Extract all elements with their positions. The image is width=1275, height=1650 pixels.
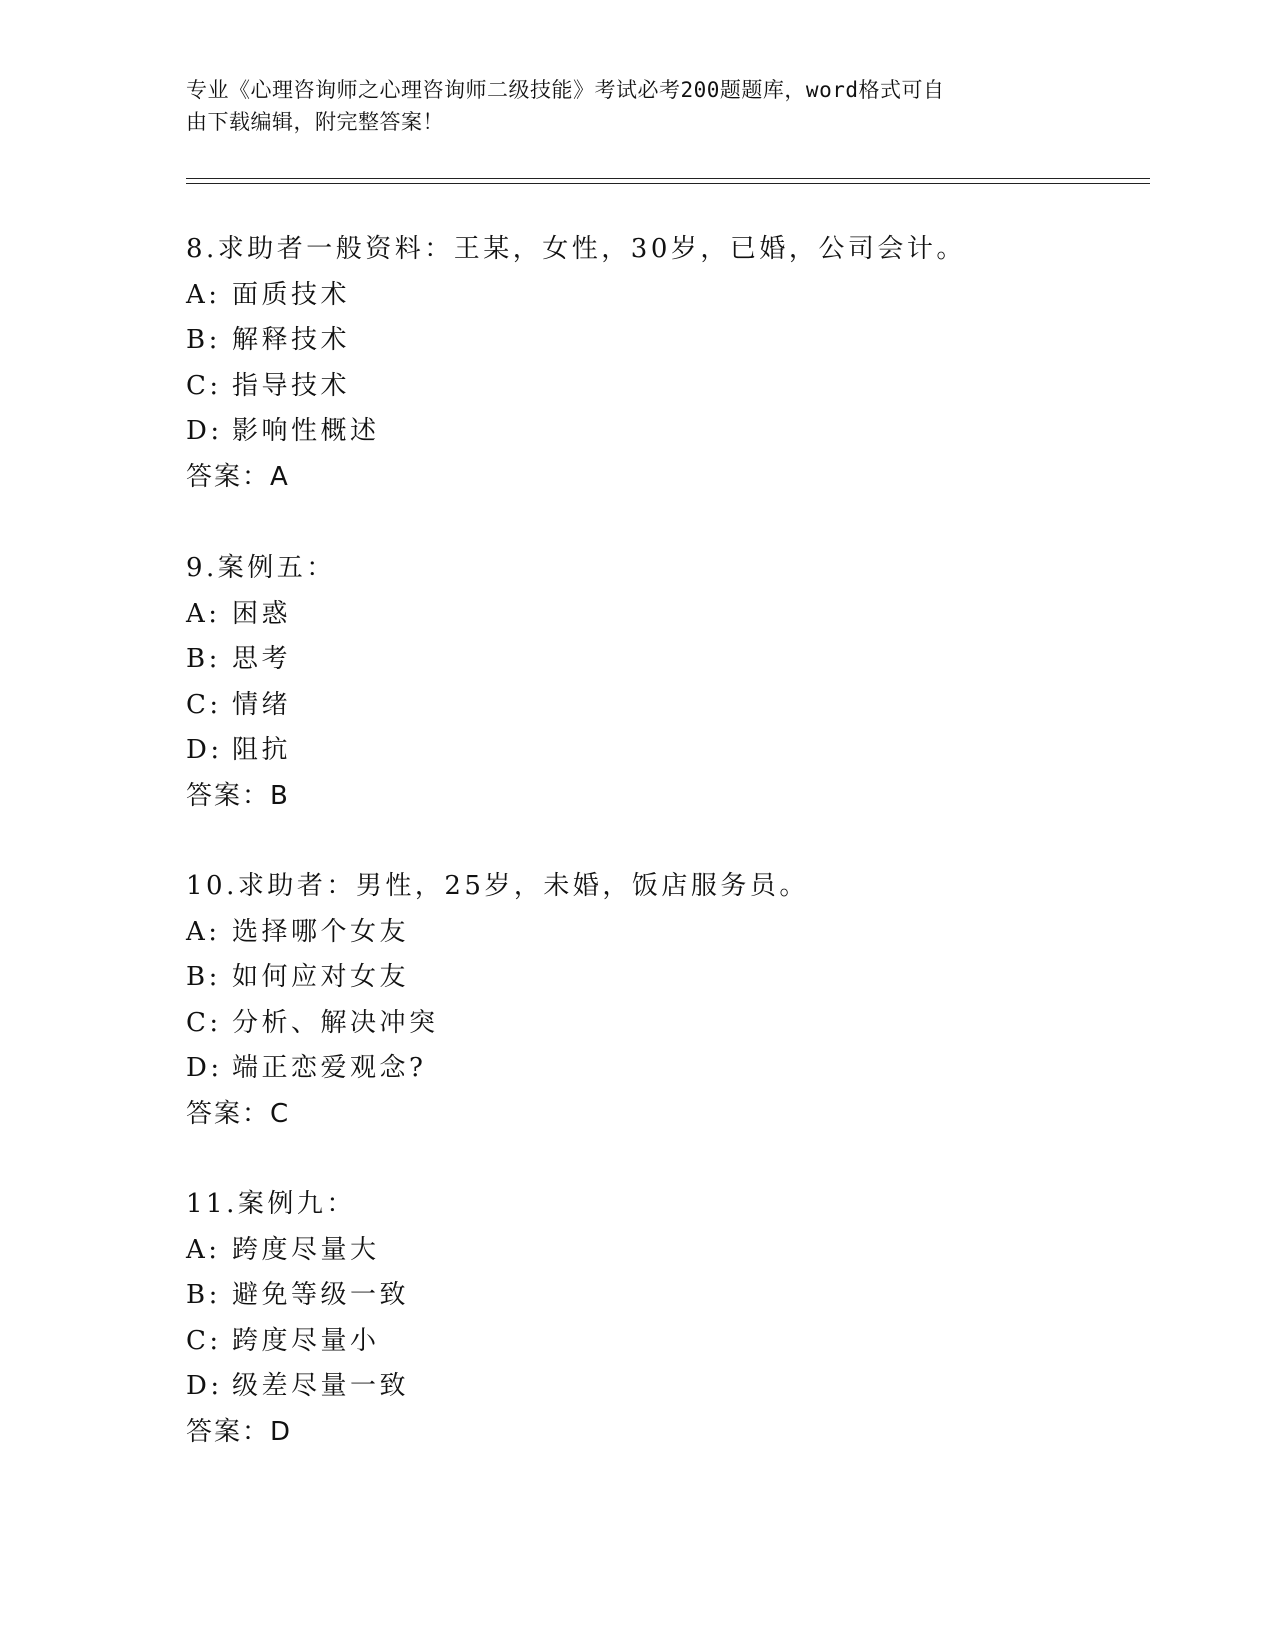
option-text: 困惑 xyxy=(232,598,292,629)
option-d xyxy=(186,409,1146,455)
option-text: 面质技术 xyxy=(232,279,351,310)
option-a xyxy=(186,910,1146,956)
header-line-2: 由下载编辑，附完整答案！ xyxy=(186,110,444,134)
header-divider-bottom xyxy=(186,183,1150,184)
option-label: D: xyxy=(186,416,223,447)
option-d xyxy=(186,728,1146,774)
question-stem: 8.求助者一般资料：王某，女性，30岁，已婚，公司会计。 xyxy=(186,234,966,264)
option-label: D: xyxy=(186,735,223,766)
document-header xyxy=(186,74,1066,138)
answer-line: 答案：D xyxy=(186,1416,293,1447)
option-text: 情绪 xyxy=(232,689,292,720)
option-text: 如何应对女友 xyxy=(232,962,410,993)
option-c xyxy=(186,364,1146,410)
option-b xyxy=(186,637,1146,683)
option-label: B: xyxy=(186,962,221,993)
option-c xyxy=(186,1001,1146,1047)
option-label: A: xyxy=(186,279,221,310)
option-label: A: xyxy=(186,916,221,947)
question-block xyxy=(186,864,1146,1138)
option-label: A: xyxy=(186,598,221,629)
option-label: B: xyxy=(186,1280,221,1311)
answer-line: 答案：B xyxy=(186,780,290,811)
question-block xyxy=(186,1182,1146,1456)
option-a xyxy=(186,1228,1146,1274)
option-a xyxy=(186,273,1146,319)
option-text: 选择哪个女友 xyxy=(232,916,410,947)
option-label: C: xyxy=(186,689,222,720)
option-label: C: xyxy=(186,1325,222,1356)
option-label: B: xyxy=(186,644,221,675)
option-c xyxy=(186,683,1146,729)
answer-line: 答案：A xyxy=(186,461,290,492)
option-text: 影响性概述 xyxy=(232,416,380,447)
option-text: 阻抗 xyxy=(232,735,292,766)
option-text: 指导技术 xyxy=(232,370,351,401)
header-line-1: 专业《心理咨询师之心理咨询师二级技能》考试必考200题题库，word格式可自 xyxy=(186,78,945,102)
question-block xyxy=(186,546,1146,820)
option-text: 级差尽量一致 xyxy=(232,1371,410,1402)
header-divider-top xyxy=(186,178,1150,179)
option-a xyxy=(186,592,1146,638)
option-d xyxy=(186,1364,1146,1410)
option-text: 跨度尽量小 xyxy=(232,1325,380,1356)
question-stem: 11.案例九： xyxy=(186,1189,356,1219)
answer-line: 答案：C xyxy=(186,1098,291,1129)
question-stem: 10.求助者：男性，25岁，未婚，饭店服务员。 xyxy=(186,871,809,901)
option-b xyxy=(186,318,1146,364)
option-d xyxy=(186,1046,1146,1092)
option-b xyxy=(186,955,1146,1001)
option-label: C: xyxy=(186,370,222,401)
option-label: B: xyxy=(186,325,221,356)
option-text: 端正恋爱观念? xyxy=(232,1053,427,1084)
option-text: 跨度尽量大 xyxy=(232,1234,380,1265)
option-c xyxy=(186,1319,1146,1365)
option-text: 解释技术 xyxy=(232,325,351,356)
option-label: D: xyxy=(186,1371,223,1402)
option-b xyxy=(186,1273,1146,1319)
option-text: 思考 xyxy=(232,644,292,675)
option-label: D: xyxy=(186,1053,223,1084)
option-label: C: xyxy=(186,1007,222,1038)
option-text: 避免等级一致 xyxy=(232,1280,410,1311)
question-block xyxy=(186,227,1146,501)
question-stem: 9.案例五： xyxy=(186,553,336,583)
option-label: A: xyxy=(186,1234,221,1265)
option-text: 分析、解决冲突 xyxy=(232,1007,439,1038)
